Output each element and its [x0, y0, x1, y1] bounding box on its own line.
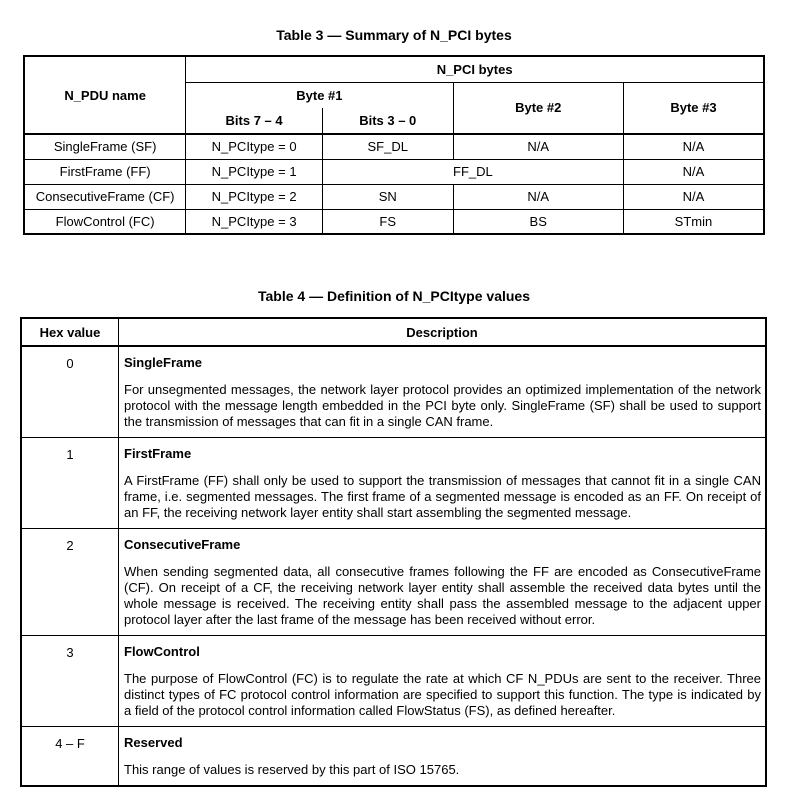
term-title: SingleFrame	[124, 355, 203, 370]
byte3-cell: N/A	[623, 134, 764, 159]
table-row	[21, 346, 766, 438]
table-row	[24, 159, 764, 184]
table-row	[24, 184, 764, 209]
npdu-name-cell: FlowControl (FC)	[24, 209, 186, 234]
table-row	[21, 636, 766, 727]
byte2-cell: BS	[453, 209, 623, 234]
term-description: When sending segmented data, all consecutive frames following the FF are encoded as ConsecutiveFrame (CF). On receipt of a CF, the receiving network layer entity shall assemble the received data bytes until the whole message is received. The receiving entity shall pass the assembled message to the adjacent upper protocol layer after the last frame of the message has been received without error.	[124, 564, 761, 627]
term-description: The purpose of FlowControl (FC) is to regulate the rate at which CF N_PDUs are sent to the receiver. Three distinct types of FC protocol control information are specified to support this function. The type is indicated by a field of the protocol control information called FlowStatus (FS), as defined hereafter.	[124, 671, 761, 718]
term-description: For unsegmented messages, the network layer protocol provides an optimized implementation of the network protocol with the message length embedded in the PCI byte only. SingleFrame (SF) shall be used to support the transmission of messages that can fit in a single CAN frame.	[124, 382, 761, 429]
ff-dl-merged-cell: FF_DL	[322, 159, 623, 184]
description-cell	[119, 529, 767, 636]
pcitype-cell: N_PCItype = 1	[186, 159, 323, 184]
hex-value-cell: 3	[21, 636, 119, 727]
pcitype-cell: N_PCItype = 0	[186, 134, 323, 159]
header-byte2: Byte #2	[453, 82, 623, 134]
header-bits-7-4: Bits 7 – 4	[186, 108, 323, 134]
header-hex-value: Hex value	[21, 318, 119, 346]
description-cell	[119, 636, 767, 727]
hex-value-cell: 4 – F	[21, 727, 119, 787]
description-cell	[119, 727, 767, 787]
table3-caption: Table 3 — Summary of N_PCI bytes	[276, 27, 512, 43]
bits30-cell: FS	[322, 209, 453, 234]
term-title: Reserved	[124, 735, 183, 750]
table-row	[24, 209, 764, 234]
header-description: Description	[119, 318, 767, 346]
npdu-name-cell: FirstFrame (FF)	[24, 159, 186, 184]
hex-value-cell: 0	[21, 346, 119, 438]
npci-summary-table	[23, 55, 765, 235]
table-row	[21, 438, 766, 529]
table-row	[21, 529, 766, 636]
header-bits-3-0: Bits 3 – 0	[322, 108, 453, 134]
pcitype-cell: N_PCItype = 3	[186, 209, 323, 234]
table4-caption: Table 4 — Definition of N_PCItype values	[257, 288, 530, 304]
term-description: This range of values is reserved by this part of ISO 15765.	[124, 762, 460, 777]
bits30-cell: SN	[322, 184, 453, 209]
byte3-cell: N/A	[623, 159, 764, 184]
byte2-cell: N/A	[453, 184, 623, 209]
table-row	[21, 727, 766, 787]
header-byte3: Byte #3	[623, 82, 764, 134]
npdu-name-cell: SingleFrame (SF)	[24, 134, 186, 159]
byte2-cell: N/A	[453, 134, 623, 159]
term-title: FlowControl	[124, 644, 200, 659]
byte3-cell: STmin	[623, 209, 764, 234]
header-npdu-name: N_PDU name	[24, 56, 186, 134]
npdu-name-cell: ConsecutiveFrame (CF)	[24, 184, 186, 209]
description-cell	[119, 438, 767, 529]
header-byte1: Byte #1	[186, 82, 453, 108]
pcitype-definition-table	[20, 317, 767, 787]
hex-value-cell: 2	[21, 529, 119, 636]
hex-value-cell: 1	[21, 438, 119, 529]
bits30-cell: SF_DL	[322, 134, 453, 159]
term-title: FirstFrame	[124, 446, 192, 461]
table-row	[24, 134, 764, 159]
header-npci-bytes: N_PCI bytes	[186, 56, 764, 82]
pcitype-cell: N_PCItype = 2	[186, 184, 323, 209]
term-description: A FirstFrame (FF) shall only be used to support the transmission of messages that cannot fit in a single CAN frame, i.e. segmented messages. The first frame of a segmented message is encoded as an FF. On receipt of an FF, the receiving network layer entity shall start assembling the segmented message.	[124, 473, 761, 520]
byte3-cell: N/A	[623, 184, 764, 209]
description-cell	[119, 346, 767, 438]
term-title: ConsecutiveFrame	[124, 537, 241, 552]
